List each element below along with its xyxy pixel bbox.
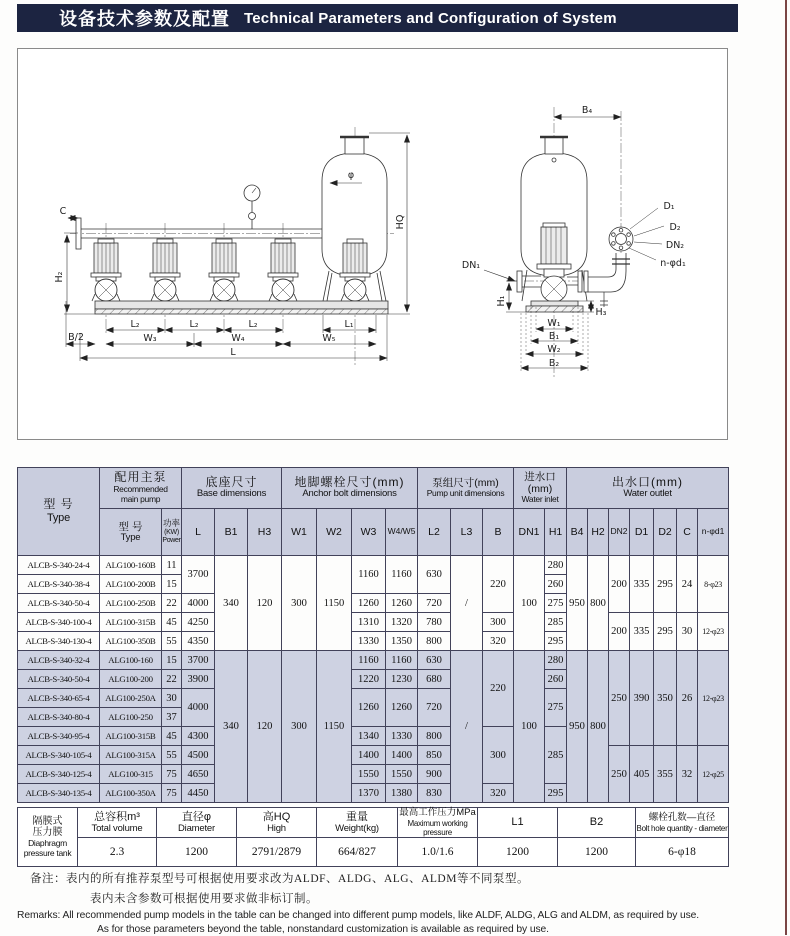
cell-W1: 300: [282, 651, 317, 803]
cell-D2: 295: [654, 613, 677, 651]
cell-H1: 285: [545, 727, 567, 784]
cell-kw: 75: [162, 765, 182, 784]
cell-L3: /: [451, 651, 483, 803]
header-main-pump: 配用主泵 Recommended main pump: [100, 468, 182, 509]
cell-C: 32: [677, 746, 698, 803]
cell-D1: 390: [630, 651, 654, 746]
cell-L2: 850: [418, 746, 451, 765]
header-col-W45: W4/W5: [386, 509, 418, 556]
cell-L2: 900: [418, 765, 451, 784]
cell-B: 220: [483, 556, 514, 613]
cell-L2: 630: [418, 556, 451, 594]
tank-table-header-row: [18, 808, 729, 838]
cell-W1: 300: [282, 556, 317, 651]
cell-kw: 30: [162, 689, 182, 708]
header-col-L3: L3: [451, 509, 483, 556]
header-power: 功率 (KW) Power: [162, 509, 182, 556]
cell-nd1: 8-φ23: [698, 556, 729, 613]
header-pump-type: 型 号 Type: [100, 509, 162, 556]
cell-H2: 800: [588, 556, 609, 651]
cell-B: 320: [483, 632, 514, 651]
remarks-block: [17, 869, 782, 936]
header-col-W3: W3: [352, 509, 386, 556]
cell-model: ALCB-S-340-105-4: [18, 746, 100, 765]
cell-L: 3900: [182, 670, 215, 689]
cell-DN1: 100: [514, 651, 545, 803]
cell-L: 4000: [182, 689, 215, 727]
header-col-L: L: [182, 509, 215, 556]
tank-value-l1: 1200: [478, 838, 558, 867]
parameters-table: [17, 467, 729, 803]
cell-model: ALCB-S-340-38-4: [18, 575, 100, 594]
cell-W3: 1260: [352, 594, 386, 613]
tank-header-bolt: 螺栓孔数—直径 Bolt hole quantity - diameter: [636, 808, 729, 838]
header-col-DN2: DN2: [609, 509, 630, 556]
tank-header-volume: 总容积m³ Total volume: [78, 808, 157, 838]
header-water-inlet: 进水口(mm) Water inlet: [514, 468, 567, 509]
cell-W3: 1220: [352, 670, 386, 689]
cell-L2: 800: [418, 632, 451, 651]
tank-value-b2: 1200: [558, 838, 636, 867]
front-view: [64, 127, 410, 367]
cell-W45: 1350: [386, 632, 418, 651]
cell-W3: 1400: [352, 746, 386, 765]
cell-H1: 285: [545, 613, 567, 632]
cell-W45: 1160: [386, 651, 418, 670]
cell-DN2: 200: [609, 556, 630, 613]
dim-label-l2-2: L₂: [189, 319, 198, 330]
dim-label-w1: W₁: [547, 318, 560, 329]
cell-model: ALCB-S-340-95-4: [18, 727, 100, 746]
cell-L2: 830: [418, 784, 451, 803]
cell-kw: 45: [162, 613, 182, 632]
technical-drawing-box: [17, 48, 728, 440]
cell-L2: 630: [418, 651, 451, 670]
title-en: Technical Parameters and Configuration of System: [244, 10, 617, 27]
cell-H3: 120: [248, 556, 282, 651]
cell-kw: 15: [162, 651, 182, 670]
cell-D1: 335: [630, 556, 654, 613]
header-col-L2: L2: [418, 509, 451, 556]
cell-B1: 340: [215, 651, 248, 803]
tank-value-volume: 2.3: [78, 838, 157, 867]
cell-pump: ALG100-160: [100, 651, 162, 670]
cell-C: 26: [677, 651, 698, 746]
dim-label-w3: W₃: [143, 333, 156, 344]
header-col-B4: B4: [567, 509, 588, 556]
cell-kw: 15: [162, 575, 182, 594]
header-col-B1: B1: [215, 509, 248, 556]
cell-H3: 120: [248, 651, 282, 803]
cell-kw: 37: [162, 708, 182, 727]
cell-model: ALCB-S-340-80-4: [18, 708, 100, 727]
cell-pump: ALG100-315B: [100, 727, 162, 746]
dim-label-h1: H₁: [496, 295, 507, 306]
cell-H1: 295: [545, 632, 567, 651]
table-row: [18, 651, 729, 670]
dim-label-hq: HQ: [395, 215, 406, 230]
cell-L: 4000: [182, 594, 215, 613]
table-row: [18, 556, 729, 575]
cell-nd1: 12-φ25: [698, 746, 729, 803]
cell-pump: ALG100-250B: [100, 594, 162, 613]
cell-B: 300: [483, 727, 514, 784]
cell-kw: 55: [162, 632, 182, 651]
header-col-H1: H1: [545, 509, 567, 556]
cell-L: 3700: [182, 651, 215, 670]
table-header-row-cols: [18, 509, 729, 556]
cell-DN2: 250: [609, 746, 630, 803]
cell-kw: 45: [162, 727, 182, 746]
remark-en-line2: As for those parameters beyond the table, nonstandard customization is available as required by use.: [97, 923, 782, 936]
dim-label-c: C: [60, 206, 67, 217]
cell-model: ALCB-S-340-32-4: [18, 651, 100, 670]
tank-header-pressure: 最高工作压力MPa Maximum working pressure: [398, 808, 478, 838]
cell-B4: 950: [567, 651, 588, 803]
cell-DN2: 250: [609, 651, 630, 746]
dim-label-w5: W₅: [322, 333, 335, 344]
technical-drawing: [18, 49, 727, 439]
tank-header-diameter: 直径φ Diameter: [157, 808, 237, 838]
dim-label-w2: W₂: [547, 344, 560, 355]
remark-zh-label: 备注：: [30, 873, 66, 885]
dim-label-b-half: B/2: [68, 332, 84, 343]
dim-label-b4: B₄: [582, 105, 593, 116]
cell-L: 4500: [182, 746, 215, 765]
cell-B: 320: [483, 784, 514, 803]
cell-H1: 260: [545, 670, 567, 689]
header-col-W2: W2: [317, 509, 352, 556]
cell-L: 4350: [182, 632, 215, 651]
cell-W45: 1260: [386, 594, 418, 613]
header-type: 型 号 Type: [18, 468, 100, 556]
cell-L2: 780: [418, 613, 451, 632]
cell-B1: 340: [215, 556, 248, 651]
tank-value-bolt: 6-φ18: [636, 838, 729, 867]
cell-DN1: 100: [514, 556, 545, 651]
cell-W3: 1260: [352, 689, 386, 727]
header-base-dimensions: 底座尺寸 Base dimensions: [182, 468, 282, 509]
cell-C: 30: [677, 613, 698, 651]
dim-label-h3: H₃: [596, 307, 607, 318]
dim-label-b2: B₂: [549, 358, 560, 369]
cell-B: 300: [483, 613, 514, 632]
tank-table-value-row: [18, 838, 729, 867]
table-row: [18, 613, 729, 632]
cell-L2: 800: [418, 727, 451, 746]
tank-value-high: 2791/2879: [237, 838, 317, 867]
header-col-W1: W1: [282, 509, 317, 556]
cell-model: ALCB-S-340-130-4: [18, 632, 100, 651]
dim-label-w4: W₄: [231, 333, 244, 344]
cell-model: ALCB-S-340-50-4: [18, 670, 100, 689]
cell-kw: 75: [162, 784, 182, 803]
cell-kw: 55: [162, 746, 182, 765]
cell-L2: 720: [418, 689, 451, 727]
cell-L3: /: [451, 556, 483, 651]
cell-D2: 295: [654, 556, 677, 613]
cell-L2: 680: [418, 670, 451, 689]
cell-pump: ALG100-315B: [100, 613, 162, 632]
header-col-B: B: [483, 509, 514, 556]
cell-L: 3700: [182, 556, 215, 594]
cell-D2: 350: [654, 651, 677, 746]
cell-model: ALCB-S-340-135-4: [18, 784, 100, 803]
tank-header-l1: L1: [478, 808, 558, 838]
cell-nd1: 12-φ23: [698, 651, 729, 746]
header-col-D2: D2: [654, 509, 677, 556]
cell-D1: 405: [630, 746, 654, 803]
dim-label-l2-1: L₂: [130, 319, 139, 330]
cell-model: ALCB-S-340-100-4: [18, 613, 100, 632]
cell-W45: 1330: [386, 727, 418, 746]
cell-W2: 1150: [317, 651, 352, 803]
cell-L: 4250: [182, 613, 215, 632]
cell-kw: 22: [162, 594, 182, 613]
dim-label-dn2: DN₂: [666, 240, 684, 251]
tank-table: [17, 807, 729, 867]
dim-label-b1: B₁: [549, 331, 560, 342]
dim-label-nphid1: n-φd₁: [660, 258, 686, 269]
side-view: [484, 107, 664, 379]
header-col-H3: H3: [248, 509, 282, 556]
cell-W45: 1160: [386, 556, 418, 594]
cell-nd1: 12-φ23: [698, 613, 729, 651]
cell-W3: 1160: [352, 651, 386, 670]
cell-W3: 1370: [352, 784, 386, 803]
cell-H1: 260: [545, 575, 567, 594]
cell-L: 4650: [182, 765, 215, 784]
remark-zh-line1: 备注：表内的所有推荐泵型号可根据使用要求改为ALDF、ALDG、ALG、ALDM等不同泵型。: [30, 869, 782, 889]
cell-pump: ALG100-200: [100, 670, 162, 689]
cell-H2: 800: [588, 651, 609, 803]
dim-label-l2-3: L₂: [248, 319, 257, 330]
table-header-row-groups: [18, 468, 729, 509]
title-zh: 设备技术参数及配置: [59, 5, 230, 31]
dim-label-l: L: [230, 347, 236, 358]
cell-W45: 1380: [386, 784, 418, 803]
cell-L: 4300: [182, 727, 215, 746]
cell-pump: ALG100-160B: [100, 556, 162, 575]
remark-en-line1: Remarks: All recommended pump models in the table can be changed into different pump models, like ALDF, ALDG, ALG and ALDM, as required by use.: [17, 909, 782, 923]
cell-kw: 22: [162, 670, 182, 689]
cell-pump: ALG100-315: [100, 765, 162, 784]
cell-model: ALCB-S-340-24-4: [18, 556, 100, 575]
tank-value-weight: 664/827: [317, 838, 398, 867]
cell-C: 24: [677, 556, 698, 613]
tank-header-high: 高HQ High: [237, 808, 317, 838]
dim-label-d2: D₂: [669, 222, 680, 233]
cell-H1: 275: [545, 594, 567, 613]
cell-W2: 1150: [317, 556, 352, 651]
header-pump-unit: 泵组尺寸(mm) Pump unit dimensions: [418, 468, 514, 509]
cell-H1: 275: [545, 689, 567, 727]
remark-zh-line2: 表内未含参数可根据使用要求做非标订制。: [90, 889, 782, 909]
cell-DN2: 200: [609, 613, 630, 651]
cell-W3: 1160: [352, 556, 386, 594]
dim-label-l1: L₁: [344, 319, 353, 330]
page-edge-line: [785, 0, 787, 935]
cell-W45: 1550: [386, 765, 418, 784]
header-col-nd1: n-φd1: [698, 509, 729, 556]
cell-pump: ALG100-200B: [100, 575, 162, 594]
header-col-DN1: DN1: [514, 509, 545, 556]
tank-value-pressure: 1.0/1.6: [398, 838, 478, 867]
dim-label-h2: H₂: [54, 271, 65, 282]
dim-label-phi: φ: [348, 170, 354, 181]
header-col-H2: H2: [588, 509, 609, 556]
cell-B4: 950: [567, 556, 588, 651]
cell-model: ALCB-S-340-125-4: [18, 765, 100, 784]
cell-W3: 1340: [352, 727, 386, 746]
cell-H1: 280: [545, 556, 567, 575]
cell-pump: ALG100-350A: [100, 784, 162, 803]
cell-W45: 1400: [386, 746, 418, 765]
tank-header-weight: 重量 Weight(kg): [317, 808, 398, 838]
tank-value-diameter: 1200: [157, 838, 237, 867]
header-col-C: C: [677, 509, 698, 556]
cell-W3: 1550: [352, 765, 386, 784]
section-title-bar: [17, 4, 738, 32]
cell-pump: ALG100-250: [100, 708, 162, 727]
cell-kw: 11: [162, 556, 182, 575]
cell-pump: ALG100-315A: [100, 746, 162, 765]
cell-B: 220: [483, 651, 514, 727]
dim-label-d1: D₁: [663, 201, 674, 212]
cell-H1: 295: [545, 784, 567, 803]
header-water-outlet: 出水口(mm) Water outlet: [567, 468, 729, 509]
header-anchor-bolt: 地脚螺栓尺寸(mm) Anchor bolt dimensions: [282, 468, 418, 509]
cell-L2: 720: [418, 594, 451, 613]
tank-label: 隔膜式 压力膜 Diaphragm pressure tank: [18, 808, 78, 867]
cell-W45: 1320: [386, 613, 418, 632]
cell-pump: ALG100-250A: [100, 689, 162, 708]
cell-H1: 280: [545, 651, 567, 670]
table-row: [18, 746, 729, 765]
dim-label-dn1: DN₁: [462, 260, 480, 271]
tank-header-b2: B2: [558, 808, 636, 838]
cell-W45: 1230: [386, 670, 418, 689]
cell-W45: 1260: [386, 689, 418, 727]
cell-model: ALCB-S-340-50-4: [18, 594, 100, 613]
cell-D2: 355: [654, 746, 677, 803]
cell-pump: ALG100-350B: [100, 632, 162, 651]
cell-D1: 335: [630, 613, 654, 651]
cell-L: 4450: [182, 784, 215, 803]
cell-W3: 1330: [352, 632, 386, 651]
header-col-D1: D1: [630, 509, 654, 556]
cell-model: ALCB-S-340-65-4: [18, 689, 100, 708]
cell-W3: 1310: [352, 613, 386, 632]
